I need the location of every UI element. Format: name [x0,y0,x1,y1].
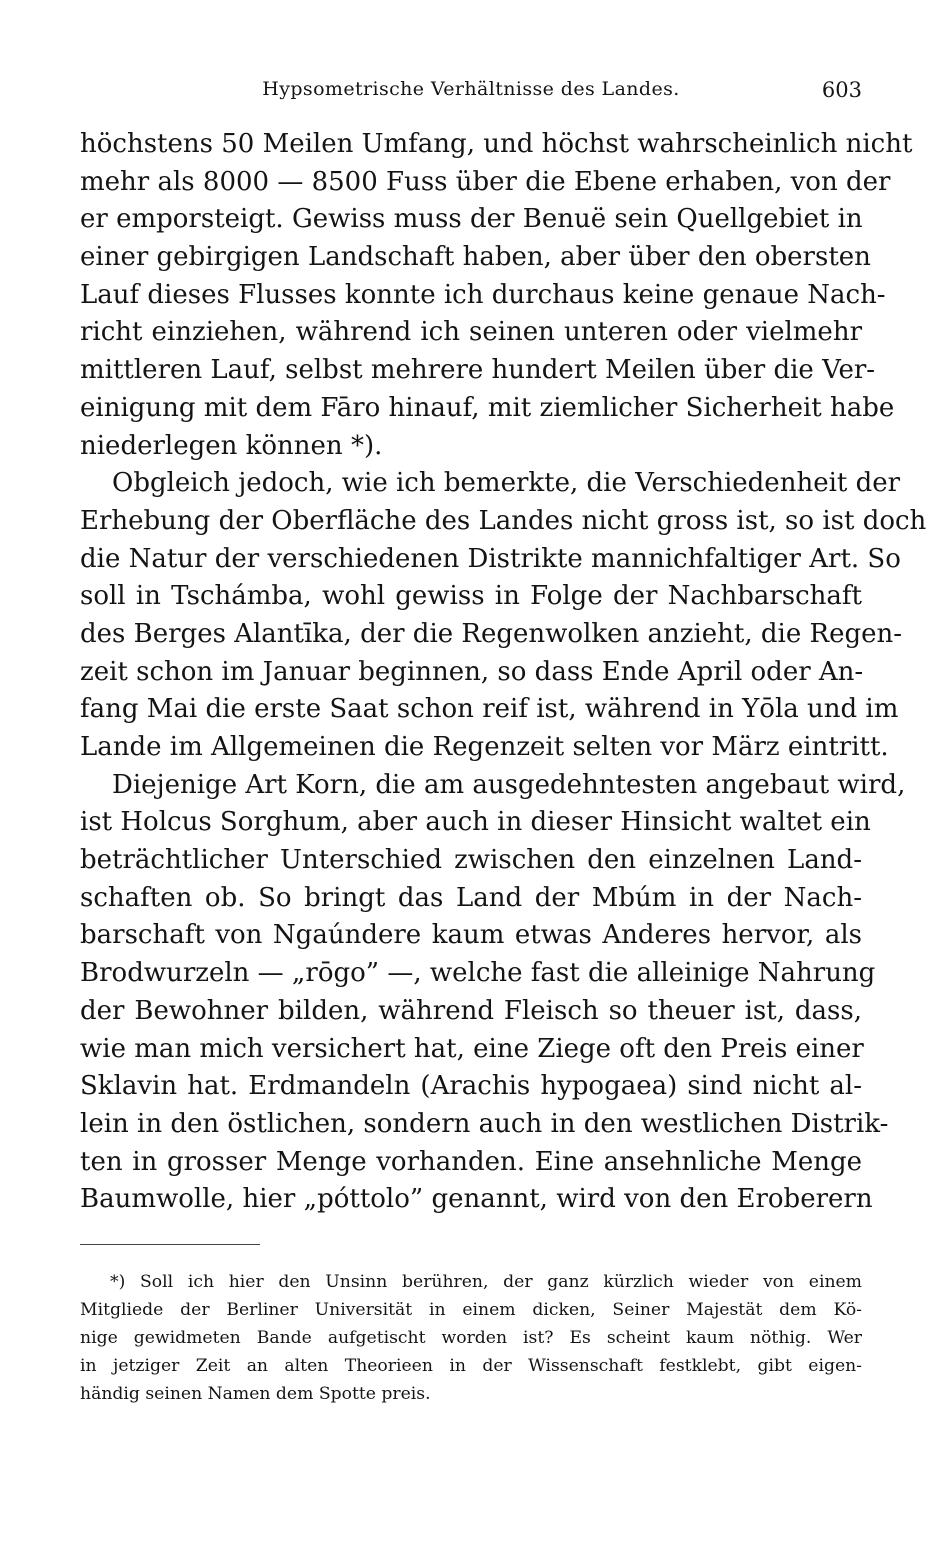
text-line: Obgleich jedoch, wie ich bemerkte, die Verschiedenheit der [112,468,901,499]
text-line: soll in Tschámba, wohl gewiss in Folge der Nachbarschaft [80,581,862,612]
text-line: mittleren Lauf, selbst mehrere hundert Meilen über die Ver- [80,355,876,386]
text-line: des Berges Alantīka, der die Regenwolken anzieht, die Regen- [80,618,903,649]
text-line: Erhebung der Oberfläche des Landes nicht gross ist, so ist doch [80,505,927,536]
text-line: Lande im Allgemeinen die Regenzeit selten vor März eintritt. [80,732,889,762]
text-line: Sklavin hat. Erdmandeln (Arachis hypogaea) sind nicht al- [80,1071,862,1102]
footnote-line: Mitgliede der Berliner Universität in einem dicken, Seiner Majestät dem Kö- [80,1300,862,1320]
text-line: einer gebirgigen Landschaft haben, aber über den obersten [80,242,871,273]
footnote-line: händig seinen Namen dem Spotte preis. [80,1384,431,1404]
text-line: ist Holcus Sorghum, aber auch in dieser Hinsicht waltet ein [80,807,871,838]
text-line: richt einziehen, während ich seinen unteren oder vielmehr [80,317,862,348]
footnote-line: *) Soll ich hier den Unsinn berühren, der ganz kürzlich wieder von einem [110,1272,862,1292]
text-line: höchstens 50 Meilen Umfang, und höchst wahrscheinlich nicht [80,129,913,159]
text-line: Baumwolle, hier „póttolo” genannt, wird von den Eroberern [80,1184,873,1215]
text-line: ten in grosser Menge vorhanden. Eine ansehnliche Menge [80,1146,862,1177]
footnote-divider [80,1244,260,1245]
text-line: barschaft von Ngaúndere kaum etwas Anderes hervor, als [80,920,862,951]
text-line: mehr als 8000 — 8500 Fuss über die Ebene erhaben, von der [80,166,891,197]
running-title: Hypsometrische Verhältnisse des Landes. [262,78,680,100]
text-line: fang Mai die erste Saat schon reif ist, während in Yōla und im [80,694,899,725]
text-line: wie man mich versichert hat, eine Ziege oft den Preis einer [80,1033,864,1064]
footnote-line: nige gewidmeten Bande aufgetischt worden ist? Es scheint kaum nöthig. Wer [80,1328,862,1348]
text-line: schaften ob. So bringt das Land der Mbúm in der Nach- [80,882,862,913]
page-number: 603 [821,78,862,102]
main-text [80,126,927,1219]
text-line: lein in den östlichen, sondern auch in den westlichen Distrik- [80,1108,889,1139]
text-line: zeit schon im Januar beginnen, so dass Ende April oder An- [80,656,864,687]
text-line: niederlegen können *). [80,430,383,461]
text-line: der Bewohner bilden, während Fleisch so theuer ist, dass, [80,995,862,1026]
text-line: beträchtlicher Unterschied zwischen den einzelnen Land- [80,845,862,876]
text-line: Brodwurzeln — „rōgo” —, welche fast die alleinige Nahrung [80,958,876,989]
page-header [80,78,862,108]
text-line: er emporsteigt. Gewiss muss der Benuë sein Quellgebiet in [80,204,863,235]
text-line: die Natur der verschiedenen Distrikte mannichfaltiger Art. So [80,543,901,574]
footnote [80,1268,862,1408]
text-line: einigung mit dem Fāro hinauf, mit ziemlicher Sicherheit habe [80,392,895,423]
text-line: Diejenige Art Korn, die am ausgedehntesten angebaut wird, [112,769,906,800]
footnote-line: in jetziger Zeit an alten Theorieen in der Wissenschaft festklebt, gibt eigen- [80,1356,862,1376]
text-line: Lauf dieses Flusses konnte ich durchaus keine genaue Nach- [80,279,886,310]
